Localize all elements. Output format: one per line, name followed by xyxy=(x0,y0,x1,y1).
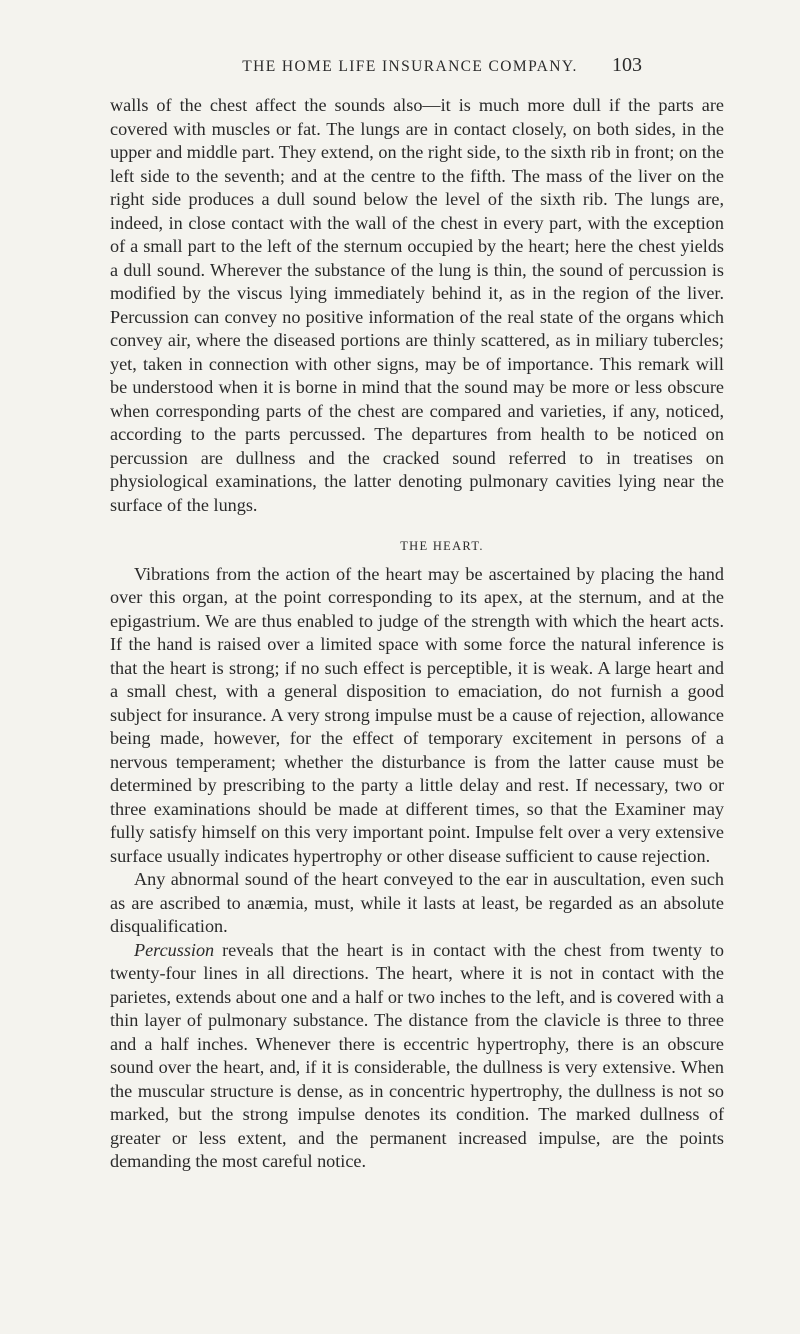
paragraph-heart-vibrations: Vibrations from the action of the heart may be ascertained by placing the hand over this organ, at the point corresponding to its apex, at the sternum, and at the epigastrium. We are thus enabled to judge of the strength with which the heart acts. If the hand is raised over a limited space with some force the natural inference is that the heart is strong; if no such effect is perceptible, it is weak. A large heart and a small chest, with a general disposition to emaciation, do not furnish a good subject for insurance. A very strong impulse must be a cause of rejection, allowance being made, however, for the effect of temporary excitement in persons of a nervous temperament; whether the disturbance is from the latter cause must be determined by prescribing to the party a little delay and rest. If necessary, two or three examinations should be made at different times, so that the Examiner may fully satisfy himself on this very important point. Impulse felt over a very extensive surface usually indicates hypertrophy or other disease sufficient to cause rejection. xyxy=(110,563,724,866)
running-header: THE HOME LIFE INSURANCE COMPANY. xyxy=(242,58,578,75)
page-number: 103 xyxy=(612,54,642,76)
paragraph-lungs-percussion: walls of the chest affect the sounds also—it is much more dull if the parts are covered with muscles or fat. The lungs are in contact closely, on both sides, in the upper and middle part. They extend, on the right side, to the sixth rib in front; on the left side to the seventh; and at the centre to the fifth. The mass of the liver on the right side produces a dull sound below the level of the sixth rib. The lungs are, indeed, in close contact with the wall of the chest in every part, with the exception of a small part to the left of the sternum occupied by the heart; here the chest yields a dull sound. Wherever the substance of the lung is thin, the sound of percussion is modified by the viscus lying immediately behind it, as in the region of the liver. Percussion can convey no positive information of the real state of the organs which convey air, where the diseased portions are thinly scattered, as in miliary tubercles; yet, taken in connection with other signs, may be of importance. This remark will be understood when it is borne in mind that the sound may be more or less obscure when corresponding parts of the chest are compared and varieties, if any, noticed, according to the parts percussed. The departures from health to be noticed on percussion are dullness and the cracked sound referred to in treatises on physiological examinations, the latter denoting pulmonary cavities lying near the surface of the lungs. xyxy=(110,95,724,515)
paragraph-text: reveals that the heart is in contact with the chest from twenty to twenty-four lines in all directions. The heart, where it is not in contact with the parietes, extends about one and a half or two inches to the left, and is covered with a thin layer of pulmonary substance. The distance from the clavicle is three to three and a half inches. Whenever there is eccentric hypertrophy, there is an obscure sound over the heart, and, if it is considerable, the dullness is very extensive. When the muscular structure is dense, as in concentric hypertrophy, the dullness is not so marked, but the strong impulse denotes its condition. The marked dullness of greater or less extent, and the permanent increased impulse, are the points demanding the most careful notice. xyxy=(110,939,724,1171)
page-body xyxy=(110,94,724,1174)
paragraph-abnormal-sound: Any abnormal sound of the heart conveyed to the ear in auscultation, even such as are ascribed to anæmia, must, while it lasts at least, be regarded as an absolute disqualification. xyxy=(110,869,724,936)
section-heading: THE HEART. xyxy=(400,539,484,553)
paragraph-heart-percussion xyxy=(110,939,724,1174)
italic-lead-word: Percussion xyxy=(134,939,215,960)
